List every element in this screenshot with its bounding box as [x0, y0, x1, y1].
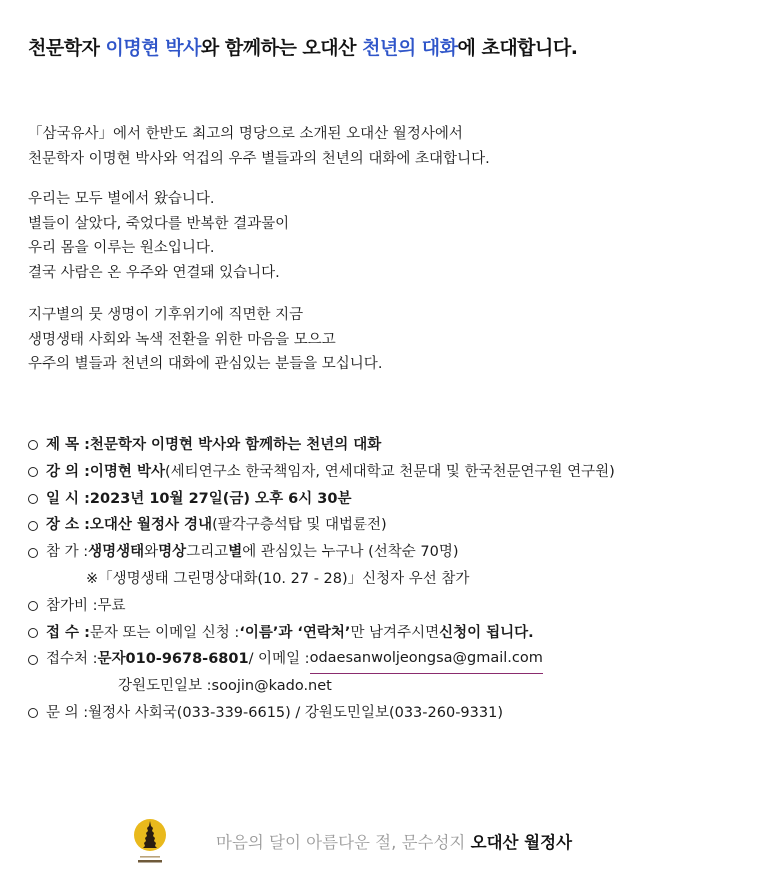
- title-part3: 에 초대합니다.: [457, 37, 578, 59]
- contact-label: 문 의 :: [46, 704, 89, 721]
- place-label: 장 소 :: [46, 517, 90, 534]
- footer-slogan-text: 마음의 달이 아름다운 절, 문수성지: [216, 833, 471, 852]
- date-label: 일 시 :: [46, 490, 90, 507]
- page-title: [28, 33, 577, 60]
- info-desk-org: [28, 673, 615, 700]
- info-desk: [28, 646, 615, 673]
- apply-t2: 만 남겨주시면: [350, 624, 440, 641]
- desk-org: 강원도민일보 :: [118, 678, 212, 695]
- footer-logo: [132, 818, 168, 868]
- join-b3: 별: [228, 544, 243, 561]
- desk-phone[interactable]: 010-9678-6801: [125, 651, 249, 668]
- circle-bullet-icon: [28, 601, 38, 611]
- apply-b1: ‘이름’과 ‘연락처’: [239, 624, 351, 641]
- desk-email-label: / 이메일 :: [248, 651, 310, 668]
- intro-paragraph: [28, 122, 490, 171]
- speaker-name: 이명현 박사: [89, 463, 166, 480]
- circle-bullet-icon: [28, 494, 38, 504]
- subject-value: 천문학자 이명현 박사와 함께하는 천년의 대화: [89, 437, 382, 453]
- stars-line: 결국 사람은 온 우주와 연결돼 있습니다.: [28, 264, 280, 281]
- circle-bullet-icon: [28, 521, 38, 531]
- join-label: 참 가 :: [46, 544, 89, 561]
- info-subject: [28, 432, 615, 459]
- temple-pagoda-logo-icon: [132, 818, 168, 868]
- title-part2: 와 함께하는 오대산: [200, 37, 363, 59]
- fee-value: 무료: [97, 597, 126, 614]
- info-application: [28, 620, 615, 647]
- speaker-detail: (세티연구소 한국책임자, 연세대학교 천문대 및 한국천문연구원 연구원): [165, 463, 615, 480]
- desk-email-link[interactable]: odaesanwoljeongsa@gmail.com: [310, 645, 543, 674]
- info-participation-note: [28, 566, 615, 593]
- speaker-label: 강 의 :: [46, 463, 90, 480]
- place-value: 오대산 월정사 경내: [89, 517, 213, 534]
- stars-line: 우리는 모두 별에서 왔습니다.: [28, 191, 215, 207]
- circle-bullet-icon: [28, 708, 38, 718]
- fee-label: 참가비 :: [46, 597, 98, 614]
- info-place: [28, 512, 615, 539]
- join-t1: 와: [144, 544, 159, 561]
- intro-line: 천문학자 이명현 박사와 억겁의 우주 별들과의 천년의 대화에 초대합니다.: [28, 150, 490, 167]
- title-event: 천년의 대화: [362, 37, 458, 59]
- join-t3: 에 관심있는 누구나 (선착순 70명): [242, 544, 459, 561]
- footer-slogan: [216, 829, 572, 853]
- contact-value: 월정사 사회국(033-339-6615) / 강원도민일보(033-260-9331): [88, 704, 503, 721]
- circle-bullet-icon: [28, 548, 38, 558]
- info-participation: [28, 539, 615, 566]
- desk-org-email[interactable]: soojin@kado.net: [211, 678, 332, 695]
- circle-bullet-icon: [28, 467, 38, 477]
- footer-temple-name: 오대산 월정사: [470, 833, 573, 852]
- title-part1: 천문학자: [28, 37, 106, 59]
- place-detail: (팔각구층석탑 및 대법륜전): [212, 517, 387, 534]
- appeal-line: 지구별의 뭇 생명이 기후위기에 직면한 지금: [28, 307, 304, 323]
- info-fee: [28, 593, 615, 620]
- circle-bullet-icon: [28, 628, 38, 638]
- stars-paragraph: [28, 187, 289, 285]
- subject-label: 제 목 :: [46, 437, 90, 453]
- join-b2: 명상: [158, 544, 187, 561]
- join-t2: 그리고: [186, 544, 229, 561]
- appeal-line: 생명생태 사회와 녹색 전환을 위한 마음을 모으고: [28, 331, 336, 348]
- appeal-paragraph: [28, 303, 382, 377]
- info-contact: [28, 700, 615, 727]
- info-date: [28, 486, 615, 513]
- desk-label: 접수처 :: [46, 651, 98, 668]
- join-b1: 생명생태: [88, 544, 145, 561]
- intro-line: 「삼국유사」에서 한반도 최고의 명당으로 소개된 오대산 월정사에서: [28, 126, 463, 142]
- circle-bullet-icon: [28, 655, 38, 665]
- desk-phone-label: 문자: [97, 651, 126, 668]
- apply-label: 접 수 :: [46, 624, 90, 641]
- event-info-list: [28, 432, 615, 727]
- circle-bullet-icon: [28, 440, 38, 450]
- stars-line: 별들이 살았다, 죽었다를 반복한 결과물이: [28, 215, 290, 232]
- apply-b2: 신청이 됩니다.: [439, 624, 534, 641]
- date-value: 2023년 10월 27일(금) 오후 6시 30분: [89, 490, 352, 507]
- info-speaker: [28, 459, 615, 486]
- appeal-line: 우주의 별들과 천년의 대화에 관심있는 분들을 모십니다.: [28, 356, 383, 372]
- title-speaker: 이명현 박사: [105, 37, 201, 59]
- join-note: ※「생명생태 그린명상대화(10. 27 - 28)」신청자 우선 참가: [86, 570, 470, 587]
- stars-line: 우리 몸을 이루는 원소입니다.: [28, 240, 215, 256]
- apply-t1: 문자 또는 이메일 신청 :: [89, 624, 240, 641]
